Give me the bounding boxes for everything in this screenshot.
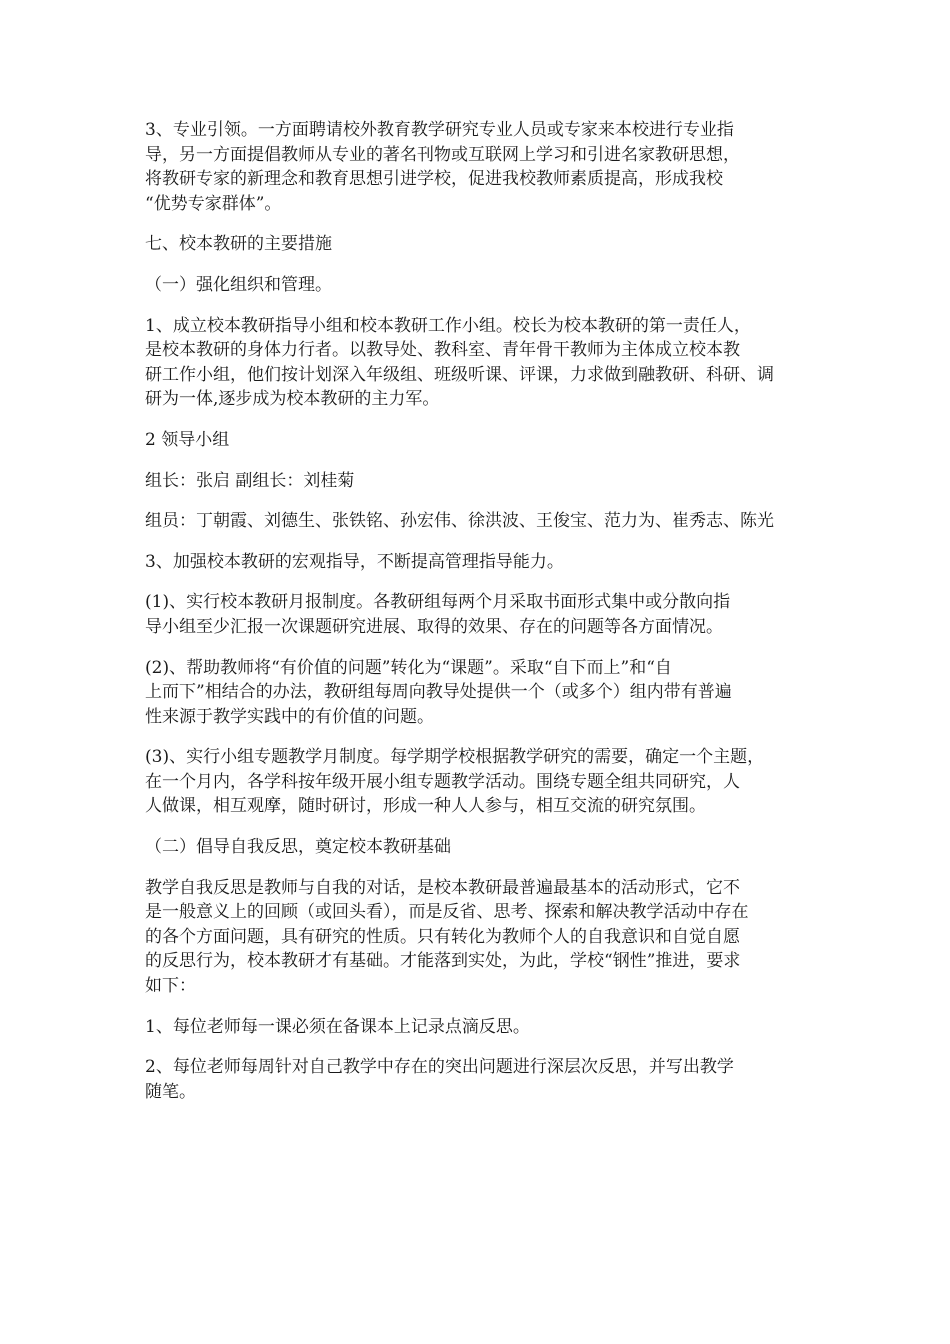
text-line: 教学自我反思是教师与自我的对话，是校本教研最普遍最基本的活动形式，它不 (145, 877, 740, 898)
text-line: 是校本教研的身体力行者。以教导处、教科室、青年骨干教师为主体成立校本教 (145, 340, 740, 361)
paragraph (145, 835, 810, 860)
text-line: 3、加强校本教研的宏观指导，不断提高管理指导能力。 (145, 551, 564, 572)
paragraph (145, 745, 810, 819)
text-line: (1)、实行校本教研月报制度。各教研组每两个月采取书面形式集中或分散向指 (145, 592, 731, 613)
text-line: 组长：张启 副组长：刘桂菊 (145, 470, 355, 491)
text-line: 如下： (145, 976, 196, 997)
paragraph (145, 876, 810, 999)
paragraph (145, 428, 810, 453)
text-line: 在一个月内，各学科按年级开展小组专题教学活动。围绕专题全组共同研究，人 (145, 771, 740, 792)
text-line: 2 领导小组 (145, 429, 230, 450)
paragraph (145, 1015, 810, 1040)
paragraph (145, 273, 810, 298)
text-line: 导小组至少汇报一次课题研究进展、取得的效果、存在的问题等各方面情况。 (145, 616, 723, 637)
text-line: 随笔。 (145, 1081, 196, 1102)
paragraph (145, 656, 810, 730)
text-line: “优势专家群体”。 (145, 193, 282, 214)
text-line: 是一般意义上的回顾（或回头看），而是反省、思考、探索和解决教学活动中存在 (145, 902, 749, 923)
text-line: (2)、帮助教师将“有价值的问题”转化为“课题”。采取“自下而上”和“自 (145, 657, 672, 678)
text-line: 研为一体,逐步成为校本教研的主力军。 (145, 389, 440, 410)
paragraph (145, 469, 810, 494)
text-line: 导，另一方面提倡教师从专业的著名刊物或互联网上学习和引进名家教研思想， (145, 144, 740, 165)
text-line: 1、成立校本教研指导小组和校本教研工作小组。校长为校本教研的第一责任人， (145, 315, 751, 336)
document-body (145, 118, 810, 1104)
paragraph (145, 314, 810, 412)
text-line: 组员：丁朝霞、刘德生、张铁铭、孙宏伟、徐洪波、王俊宝、范力为、崔秀志、陈光 (145, 511, 774, 532)
paragraph (145, 232, 810, 257)
document-page (145, 118, 810, 1120)
text-line: （一）强化组织和管理。 (145, 274, 332, 295)
text-line: （二）倡导自我反思，奠定校本教研基础 (145, 837, 451, 858)
text-line: 研工作小组，他们按计划深入年级组、班级听课、评课，力求做到融教研、科研、调 (145, 364, 774, 385)
text-line: 将教研专家的新理念和教育思想引进学校，促进我校教师素质提高，形成我校 (145, 169, 723, 190)
text-line: 3、专业引领。一方面聘请校外教育教学研究专业人员或专家来本校进行专业指 (145, 120, 734, 140)
text-line: 人做课，相互观摩，随时研讨，形成一种人人参与，相互交流的研究氛围。 (145, 796, 706, 817)
paragraph (145, 509, 810, 534)
paragraph (145, 590, 810, 639)
text-line: (3)、实行小组专题教学月制度。每学期学校根据教学研究的需要，确定一个主题， (145, 747, 765, 768)
text-line: 2、每位老师每周针对自己教学中存在的突出问题进行深层次反思，并写出教学 (145, 1057, 734, 1078)
text-line: 1、每位老师每一课必须在备课本上记录点滴反思。 (145, 1016, 530, 1037)
text-line: 的各个方面问题，具有研究的性质。只有转化为教师个人的自我意识和自觉自愿 (145, 926, 740, 947)
text-line: 七、校本教研的主要措施 (145, 234, 332, 255)
text-line: 性来源于教学实践中的有价值的问题。 (145, 706, 434, 727)
text-line: 的反思行为，校本教研才有基础。才能落到实处，为此，学校“钢性”推进，要求 (145, 951, 741, 972)
text-line: 上而下”相结合的办法，教研组每周向教导处提供一个（或多个）组内带有普遍 (145, 682, 732, 703)
paragraph (145, 118, 810, 216)
paragraph (145, 1055, 810, 1104)
paragraph (145, 550, 810, 575)
